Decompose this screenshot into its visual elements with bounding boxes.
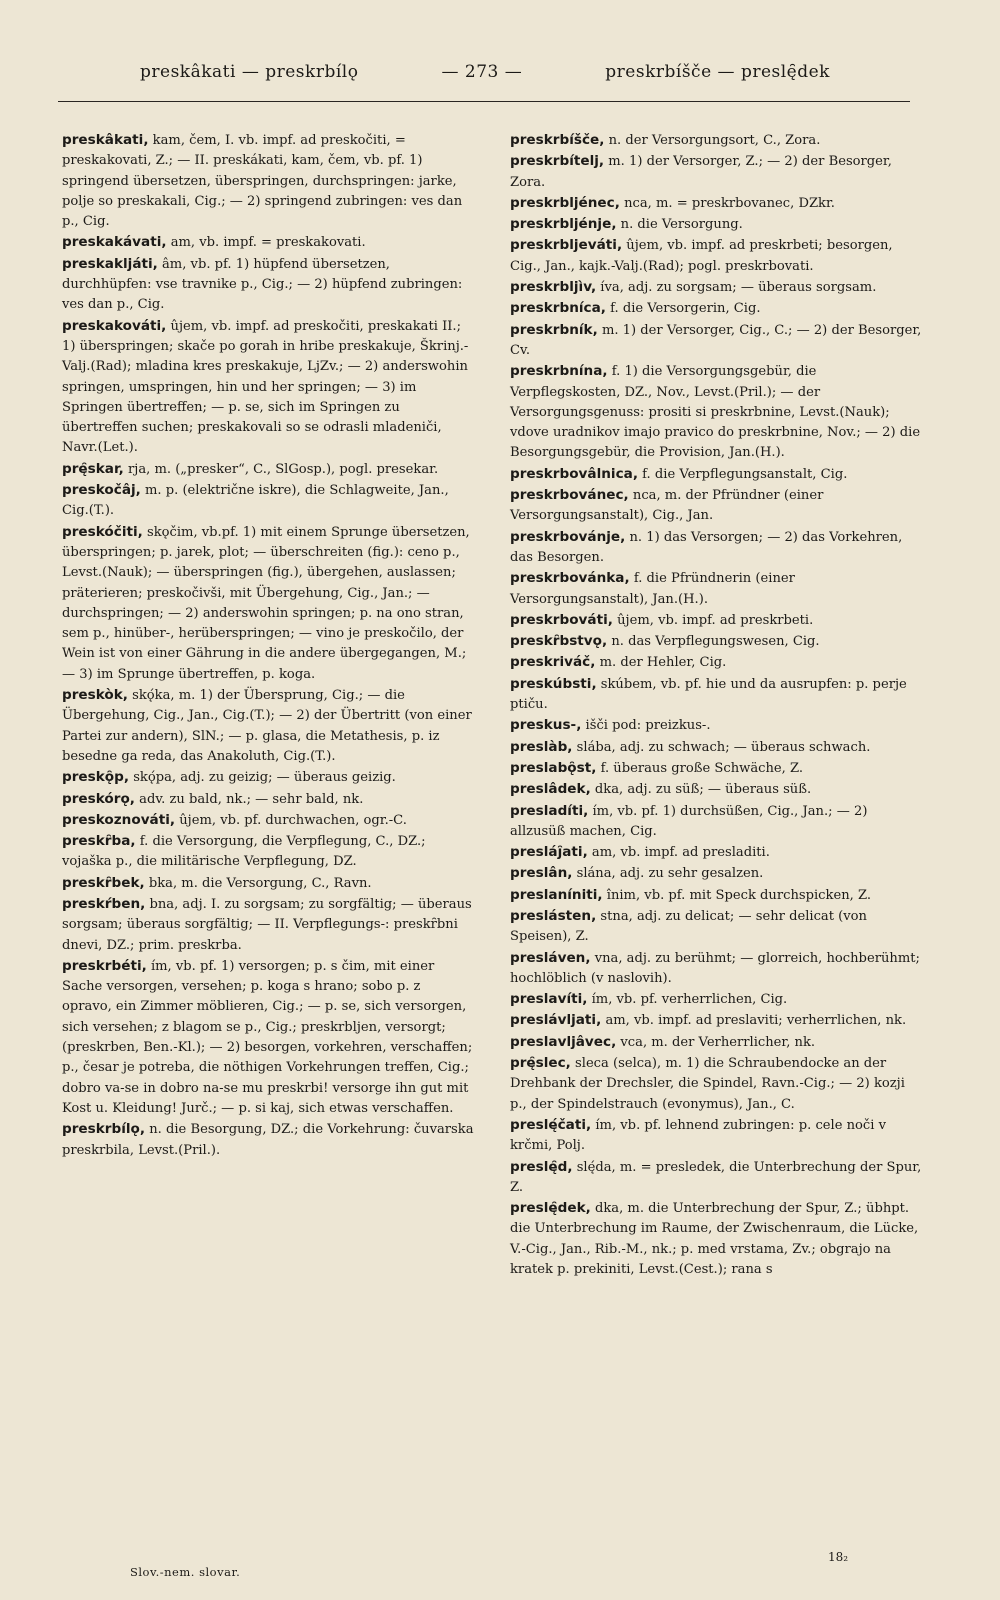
dictionary-entry: [62, 789, 474, 810]
entry-definition: išči pod: preizkus-.: [585, 718, 711, 734]
dictionary-entry: [62, 956, 474, 1119]
header-rule: [58, 101, 910, 102]
dictionary-entry: [62, 130, 474, 232]
dictionary-entry: [510, 631, 925, 652]
entry-definition: skǫ́pa, adj. zu geizig; — überaus geizig.: [133, 770, 396, 786]
entry-definition: ûjem, vb. pf. durchwachen, ogr.-C.: [179, 812, 407, 828]
dictionary-entry: [62, 522, 474, 685]
dictionary-entry: [62, 459, 474, 480]
entry-headword: preskakováti,: [62, 317, 167, 334]
entry-headword: preslę́čati,: [510, 1116, 592, 1133]
dictionary-entry: [510, 1010, 925, 1031]
entry-headword: preskakávati,: [62, 234, 167, 251]
signature-mark: Slov.-nem. slovar.: [130, 1565, 241, 1579]
page-number: — 273 —: [441, 62, 523, 82]
entry-definition: dka, adj. zu süß; — überaus süß.: [594, 782, 812, 798]
entry-headword: preskus-,: [510, 717, 582, 734]
entry-definition: slába, adj. zu schwach; — überaus schwach.: [576, 739, 871, 755]
entry-headword: preskȓbek,: [62, 874, 145, 891]
entry-headword: preslę̑dek,: [510, 1200, 591, 1217]
dictionary-entry: [510, 989, 925, 1010]
entry-headword: prę̑slec,: [510, 1055, 571, 1072]
entry-definition: ím, vb. pf. 1) versorgen; p. s čim, mit einer Sache versorgen, versehen; p. koga s hrano; sobo p. z opravo, ein Zimmer möblieren, Cig.; — p. se, sich versorgen, sich versehen; z blagom se p., Cig.; preskrbljen, versorgt; (preskrben, Ben.-Kl.); — 2) besorgen, vorkehren, verschaffen; p., česar je potreba, die nöthigen Vorkehrungen treffen, Cig.; dobro va-se in dobro na-se mu preskrbi! versorge ihn gut mit Kost u. Kleidung! Jurč.; — p. si kaj, sich etwas verschaffen.: [62, 958, 473, 1116]
entry-definition: bka, m. die Versorgung, C., Ravn.: [148, 875, 372, 891]
dictionary-entry: [510, 1115, 925, 1157]
entry-headword: preslásten,: [510, 907, 597, 924]
dictionary-entry: [510, 193, 925, 214]
dictionary-entry: [62, 831, 474, 873]
entry-definition: nca, m. der Pfründner (einer Versorgungsanstalt), Cig., Jan.: [510, 488, 824, 524]
entry-definition: ím, vb. pf. lehnend zubringen: p. cele noči v krčmi, Polj.: [510, 1117, 887, 1154]
entry-headword: preskóčiti,: [62, 523, 143, 540]
entry-headword: preslę̑d,: [510, 1158, 573, 1175]
entry-definition: vca, m. der Verherrlicher, nk.: [620, 1034, 816, 1050]
dictionary-entry: [510, 674, 925, 716]
entry-definition: am, vb. impf. ad preslaviti; verherrlichen, nk.: [605, 1013, 907, 1029]
dictionary-entry: [62, 767, 474, 788]
entry-definition: înim, vb. pf. mit Speck durchspicken, Z.: [606, 887, 871, 903]
dictionary-entry: [62, 480, 474, 522]
entry-headword: preslávljati,: [510, 1012, 602, 1029]
dictionary-entry: [510, 652, 925, 673]
entry-definition: bna, adj. I. zu sorgsam; zu sorgfältig; — überaus sorgsam; überaus sorgfältig; — II. Verpflegungs-: preskȓbni dnevi, DZ.; prim. preskrba.: [62, 896, 472, 953]
entry-definition: f. 1) die Versorgungsgebür, die Verpflegskosten, DZ., Nov., Levst.(Pril.); — der Versorgungsgenuss: prositi si preskrbnine, Levst.(Nauk); vdove uradnikov imajo pravico do preskrbnine, Nov.; — 2) die Besorgungsgebür, die Provision, Jan.(H.).: [510, 364, 921, 461]
entry-headword: preskrbníca,: [510, 300, 606, 317]
dictionary-entry: [510, 842, 925, 863]
dictionary-entry: [510, 130, 925, 151]
entry-headword: preskriváč,: [510, 654, 596, 671]
right-column: [510, 130, 925, 1280]
entry-definition: dka, m. die Unterbrechung der Spur, Z.; übhpt. die Unterbrechung im Raume, der Zwischenraum, die Lücke, V.-Cig., Jan., Rib.-M., nk.; p. med vrstama, Zv.; obgrajo na kratek p. prekiniti, Levst.(Cest.); rana s: [510, 1201, 919, 1278]
entry-definition: kam, čem, I. vb. impf. ad preskočiti, = preskakovati, Z.; — II. preskákati, kam, čem, vb. pf. 1) springend übersetzen, überspringen, durchspringen: jarke, polje so preskakali, Cig.; — 2) springend zubringen: ves dan p., Cig.: [62, 133, 463, 230]
dictionary-entry: [510, 737, 925, 758]
entry-headword: preskòk,: [62, 687, 128, 704]
entry-definition: slę́da, m. = presledek, die Unterbrechung der Spur, Z.: [510, 1159, 922, 1195]
sheet-number: 18₂: [828, 1550, 849, 1564]
entry-headword: preslabǫ̑st,: [510, 759, 597, 776]
dictionary-entry: [510, 758, 925, 779]
dictionary-entry: [510, 1157, 925, 1199]
entry-headword: preskâkati,: [62, 132, 149, 148]
dictionary-entry: [510, 1053, 925, 1115]
entry-definition: ûjem, vb. impf. ad preskočiti, preskakati II.; 1) überspringen; skače po gorah in hribe preskakuje, Škrinj.-Valj.(Rad); mladina kres preskakuje, LjZv.; — 2) anderswohin springen, umspringen, hin und her springen; — 3) im Springen übertreffen; — p. se, sich im Springen zu übertreffen suchen; preskakovali so se odrasli mladeniči, Navr.(Let.).: [62, 318, 469, 456]
entry-definition: n. 1) das Versorgen; — 2) das Vorkehren, das Besorgen.: [510, 529, 903, 565]
dictionary-entry: [510, 863, 925, 884]
dictionary-entry: [510, 235, 925, 277]
entry-definition: nca, m. = preskrbovanec, DZkr.: [624, 195, 835, 211]
left-column: [62, 130, 474, 1161]
dictionary-entry: [62, 873, 474, 894]
entry-definition: âm, vb. pf. 1) hüpfend übersetzen, durchhüpfen: vse travnike p., Cig.; — 2) hüpfend zubringen: ves dan p., Cig.: [62, 256, 463, 313]
entry-definition: am, vb. impf. = preskakovati.: [170, 235, 366, 251]
entry-headword: preskrbováti,: [510, 611, 613, 628]
entry-definition: slеca (selca), m. 1) die Schraubendocke an der Drehbank der Drechsler, die Spindel, Ravn.-Cig.; — 2) kozji p., der Spindelstrauch (evonymus), Jan., C.: [510, 1056, 905, 1112]
entry-definition: ím, vb. pf. 1) durchsüßen, Cig., Jan.; — 2) allzusüß machen, Cig.: [510, 803, 868, 839]
entry-definition: m. 1) der Versorger, Cig., C.; — 2) der Besorger, Cv.: [510, 322, 922, 358]
dictionary-entry: [510, 464, 925, 485]
dictionary-entry: [510, 1198, 925, 1280]
entry-headword: preskȓbstvǫ,: [510, 633, 608, 650]
entry-headword: preskrbovánka,: [510, 570, 630, 587]
entry-headword: presláven,: [510, 949, 591, 966]
entry-headword: presladíti,: [510, 802, 589, 819]
entry-definition: n. der Versorgungsort, C., Zora.: [608, 133, 821, 148]
entry-headword: preskrbovánec,: [510, 487, 629, 504]
dictionary-entry: [510, 485, 925, 527]
entry-headword: preskrbílǫ,: [62, 1121, 146, 1138]
entry-definition: rja, m. („presker“, C., SlGosp.), pogl. presekar.: [128, 461, 439, 477]
entry-definition: n. das Verpflegungswesen, Cig.: [611, 634, 820, 650]
dictionary-entry: [62, 232, 474, 253]
entry-definition: f. die Pfründnerin (einer Versorgungsanstalt), Jan.(H.).: [510, 571, 795, 607]
entry-definition: f. die Verpflegungsanstalt, Cig.: [642, 466, 848, 482]
entry-definition: ûjem, vb. impf. ad preskrbeti.: [617, 612, 814, 628]
entry-headword: preslavljâvec,: [510, 1033, 617, 1050]
dictionary-entry: [510, 361, 925, 463]
entry-headword: preskrbítelj,: [510, 153, 605, 170]
entry-definition: ím, vb. pf. verherrlichen, Cig.: [591, 992, 788, 1008]
entry-headword: preskŕben,: [62, 895, 146, 912]
entry-headword: preskrbovâlnica,: [510, 465, 638, 482]
dictionary-entry: [62, 685, 474, 767]
dictionary-entry: [510, 885, 925, 906]
entry-headword: preskrbnína,: [510, 363, 608, 380]
dictionary-entry: [62, 894, 474, 956]
dictionary-entry: [510, 715, 925, 736]
entry-headword: preskakljáti,: [62, 255, 158, 272]
entry-headword: preskȓba,: [62, 833, 136, 850]
entry-headword: preskrbovánje,: [510, 528, 626, 545]
entry-definition: n. die Besorgung, DZ.; die Vorkehrung: čuvarska preskrbila, Levst.(Pril.).: [62, 1122, 474, 1158]
entry-headword: preskrbljeváti,: [510, 237, 623, 254]
dictionary-entry: [510, 527, 925, 569]
dictionary-entry: [62, 810, 474, 831]
entry-headword: preskórǫ,: [62, 790, 135, 807]
running-header: [140, 62, 830, 82]
entry-definition: íva, adj. zu sorgsam; — überaus sorgsam.: [600, 280, 877, 296]
entry-definition: skúbem, vb. pf. hie und da ausrupfen: p. perje ptiču.: [510, 676, 907, 713]
dictionary-entry: [510, 610, 925, 631]
header-left-guideword: preskâkati — preskrbílǫ: [140, 62, 359, 82]
entry-definition: f. überaus große Schwäche, Z.: [600, 760, 804, 776]
entry-definition: ûjem, vb. impf. ad preskrbeti; besorgen, Cig., Jan., kajk.-Valj.(Rad); pogl. preskrbovati.: [510, 238, 893, 274]
dictionary-entry: [510, 568, 925, 610]
entry-headword: preskoznováti,: [62, 811, 176, 828]
header-right-guideword: preskrbíšče — preslę̑dek: [605, 62, 830, 82]
dictionary-entry: [62, 1119, 474, 1161]
entry-headword: prę̑skar,: [62, 460, 124, 477]
entry-headword: preslàb,: [510, 738, 573, 755]
entry-definition: n. die Versorgung.: [620, 217, 743, 233]
entry-definition: slána, adj. zu sehr gesalzen.: [576, 866, 764, 882]
entry-headword: preslaníniti,: [510, 886, 603, 903]
entry-definition: am, vb. impf. ad presladiti.: [591, 845, 770, 861]
dictionary-entry: [510, 320, 925, 362]
dictionary-entry: [510, 906, 925, 948]
entry-headword: preslân,: [510, 865, 573, 882]
entry-headword: preskúbsti,: [510, 675, 597, 692]
entry-headword: preskrbljénje,: [510, 216, 617, 233]
entry-headword: preskrbljìv,: [510, 279, 597, 296]
entry-headword: preskrbník,: [510, 321, 598, 338]
entry-definition: m. p. (električne iskre), die Schlagweite, Jan., Cig.(T.).: [62, 483, 449, 519]
entry-headword: presláj̑ati,: [510, 844, 588, 861]
entry-headword: preskrbéti,: [62, 957, 147, 974]
entry-headword: preskrbljénec,: [510, 194, 620, 211]
entry-definition: vna, adj. zu berühmt; — glorreich, hochberühmt; hochlöblich (v naslovih).: [510, 950, 920, 986]
entry-definition: m. der Hehler, Cig.: [599, 655, 727, 671]
entry-headword: preskočâj,: [62, 482, 141, 499]
entry-definition: f. die Versorgerin, Cig.: [610, 301, 761, 317]
entry-definition: f. die Versorgung, die Verpflegung, C., DZ.; vojaška p., die militärische Verpflegung, DZ.: [62, 834, 426, 870]
entry-definition: adv. zu bald, nk.; — sehr bald, nk.: [139, 791, 364, 807]
entry-definition: skǫ́ka, m. 1) der Übersprung, Cig.; — die Übergehung, Cig., Jan., Cig.(T.); — 2) der Übertritt (von einer Partei zur andern), SlN.; — p. glasa, die Metathesis, p. iz besedne ga reda, das Anakoluth, Cig.(T.).: [62, 688, 472, 764]
dictionary-entry: [510, 298, 925, 319]
entry-definition: skǫčim, vb.pf. 1) mit einem Sprunge übersetzen, überspringen; p. jarek, plot; — überschreiten (fig.): ceno p., Levst.(Nauk); — überspringen (fig.), übergehen, auslassen; präterieren; preskočivši, mit Übergehung, Cig., Jan.; — durchspringen; — 2) anderswohin springen; p. na ono stran, sem p., hinüber-, herüberspringen; — vino je preskočilo, der Wein ist von einer Gährung in die andere übergegangen, M.; — 3) im Sprunge übertreffen, p. koga.: [62, 524, 470, 682]
entry-definition: m. 1) der Versorger, Z.; — 2) der Besorger, Zora.: [510, 154, 892, 190]
dictionary-entry: [510, 151, 925, 193]
dictionary-entry: [510, 277, 925, 298]
entry-headword: preslâdek,: [510, 781, 591, 798]
dictionary-entry: [62, 254, 474, 316]
entry-definition: stna, adj. zu delicat; — sehr delicat (von Speisen), Z.: [510, 908, 867, 945]
entry-headword: preskrbíšče,: [510, 132, 605, 148]
dictionary-entry: [62, 316, 474, 459]
entry-headword: preslavíti,: [510, 991, 588, 1008]
dictionary-entry: [510, 779, 925, 800]
entry-headword: preskǫ̑p,: [62, 769, 130, 786]
dictionary-entry: [510, 214, 925, 235]
dictionary-entry: [510, 801, 925, 843]
dictionary-entry: [510, 948, 925, 990]
dictionary-entry: [510, 1032, 925, 1053]
